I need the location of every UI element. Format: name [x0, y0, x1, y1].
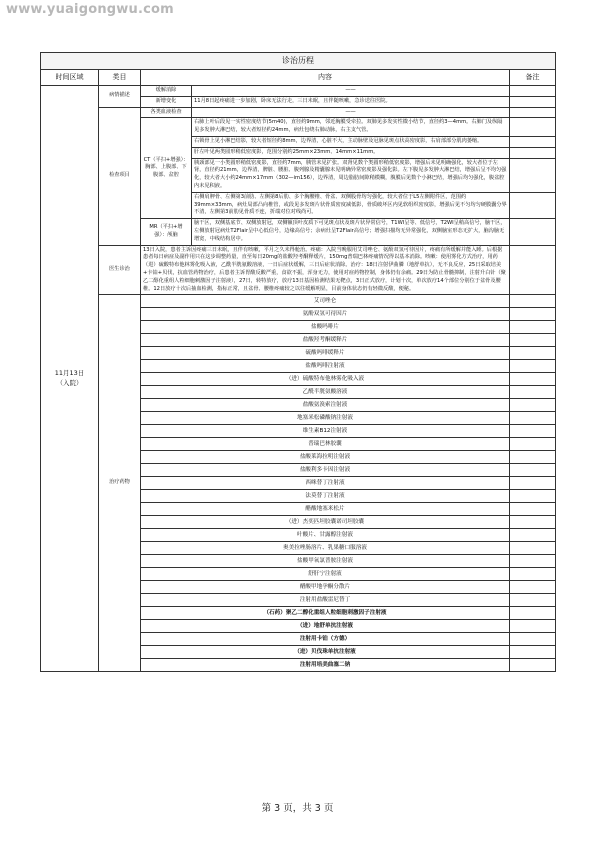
remark-cell	[510, 399, 556, 412]
new-change-text: 11月8日起疼痛进一步加剧，卧床无法行走，三日未眠，且伴随咳嗽，急诊送往医院。	[192, 96, 510, 107]
remark-cell	[510, 529, 556, 542]
ct-paragraph: 右锁骨上见小淋巴结影，较大者短径约8mm，边界清，心脏不大，主动脉壁及冠脉见斑点状高密度影，右肩部部分肌肉萎缩。	[192, 136, 510, 147]
time-period-cell	[41, 86, 99, 672]
remark-cell	[510, 633, 556, 646]
remark-cell	[510, 464, 556, 477]
remark-cell	[510, 158, 556, 192]
sub-mr: MR（平扫+增强）：颅脑	[141, 219, 192, 245]
drug-name: （进）杰奕匹坦胶囊诺司坦胶囊	[141, 516, 510, 529]
drug-name: 维生素B12注射液	[141, 425, 510, 438]
remark-cell	[510, 646, 556, 659]
remark-cell	[510, 360, 556, 373]
drug-name: 普瑞巴林胶囊	[141, 438, 510, 451]
table-row	[41, 86, 556, 97]
remark-cell	[510, 308, 556, 321]
drug-name: 西咪替丁注射液	[141, 477, 510, 490]
remark-cell	[510, 542, 556, 555]
remark-cell	[510, 425, 556, 438]
remark-cell	[510, 136, 556, 147]
drug-name: （石药）聚乙二醇化重组人粒细胞刺激因子注射液	[141, 607, 510, 620]
sub-relief: 缓解消除	[141, 86, 192, 97]
ct-paragraph: 肝左叶见两类圆形稍低密度影，范围分别约25mm×23mm、14mm×11mm。	[192, 147, 510, 158]
drug-name: （进）地舒单抗注射液	[141, 620, 510, 633]
remark-cell	[510, 412, 556, 425]
ct-paragraph: 胰颈部见一小类圆形稍低密度影，直径约7mm，胰管未见扩张。双肾见数个类圆形稍低密度影，增强后未见明确强化，较大者位于左肾，直径约21mm，边界清，脾脏、腰脏、腹列腺及精囊腺未见明确异常密度影及强化影。左下腹见多发肿大淋巴结，增强后呈不均匀强化，较大者大小约24mm×17mm（302—im156），边界清，周边脂肪间隙稍模糊，腹膜后见数个小淋巴结，增强后均匀强化，腹盆腔内未见积液。	[192, 158, 510, 192]
remark-cell	[510, 451, 556, 464]
drug-name: 叶酸片、甘露醇注射液	[141, 529, 510, 542]
table-row	[41, 245, 556, 295]
remark-cell	[510, 568, 556, 581]
category-drugs: 治疗药物	[99, 295, 141, 672]
drug-name: 盐酸吗啡片	[141, 321, 510, 334]
remark-cell	[510, 594, 556, 607]
header-time: 时间区域	[41, 70, 99, 86]
drug-name: （进）贝伐珠单抗注射液	[141, 646, 510, 659]
remark-cell	[510, 118, 556, 137]
header-category: 类目	[99, 70, 141, 86]
remark-cell	[510, 386, 556, 399]
page-footer: 第 3 页，共 3 页	[261, 803, 334, 814]
status-label: （入院）	[56, 378, 83, 387]
remark-cell	[510, 659, 556, 672]
remark-cell	[510, 245, 556, 295]
remark-cell	[510, 490, 556, 503]
doctor-text: 13日入院，患者主诉因疼痛三日未眠，且伴有咳嗽，平月之久未得舱治。疼痛：入院当晚服用艾司唑仑、氨酚双氢可待因片，疼痛有所缓解并能入睡。后根据患者每日病症及副作用只在这步调整药量，直至每日20mg的盐酸羟考酮释缓片，150mg普瑞巴林疼痛情况得以基本消除。咳嗽：使用雾化方式治疗，用药（进）硫酸特布他林雾化吸入液，乙酰半胱氨酸溶液，一日后症状缓解，三日后症状消除。治疗：18日注射伊曲膦（地舒单抗），无不良反应，25日采取培美+卡铂+贝伐，抗血管药物治疗，后患者主诉胃酸反酸严重，食欲不振，浑身无力，使用对症药物控制，身体仍有余痛。29日为防止骨髓抑制，注射升白针（聚乙二醇化重组人粒细胞刺激因子注射液），27日，转特放疗，放疗13日基因检测结果无靶点，3日正式放疗，计划十次，单次放疗14个部位分别位于盆骨及腰椎。12日放疗十次后抽血检测，指标正常，且盆骨、腰椎疼痛较之以往缓解明显，目前身体状态仍有轻微反酸，便秘。	[141, 245, 510, 295]
drug-name: 盐酸羟考酮缓释片	[141, 334, 510, 347]
remark-cell	[510, 555, 556, 568]
drug-name: 法莫替丁注射液	[141, 490, 510, 503]
table-title: 诊治历程	[41, 53, 556, 70]
remark-cell	[510, 192, 556, 218]
drug-name: 注射用盐酸雷尼替丁	[141, 594, 510, 607]
remark-cell	[510, 107, 556, 118]
sub-ct: CT（平扫+增强）：胸部、上腹部、下腹部、盆腔	[141, 118, 192, 219]
category-exam: 检查项目	[99, 107, 141, 245]
header-content: 内容	[141, 70, 510, 86]
treatment-history-table	[40, 52, 556, 672]
sub-new-change: 新增变化	[141, 96, 192, 107]
remark-cell	[510, 86, 556, 97]
remark-cell	[510, 96, 556, 107]
date-label: 11月13日	[54, 368, 85, 377]
drug-name: 乙酰半胱氨酸溶液	[141, 386, 510, 399]
table-row	[41, 107, 556, 118]
remark-cell	[510, 607, 556, 620]
remark-cell	[510, 477, 556, 490]
drug-name: 盐酸氨溴索注射液	[141, 399, 510, 412]
ct-paragraph: 右侧肩胛骨、左侧第3前肋、左侧第8后肋、多个胸腰椎、骨盆、双侧股骨均匀强化，较大者位于L5左侧附件区，范围约39mm×33mm，病灶局部凸向椎管，或段见多发斑片状骨质密度减低影，骨质破坏区内见软组织密度影，增强后见不匀均匀硬膜囊分界不清，左侧第3前肋见骨质不连，折端对位对线尚可。	[192, 192, 510, 218]
sub-blood-test: 各类血液检查	[141, 107, 192, 118]
remark-cell	[510, 321, 556, 334]
remark-cell	[510, 295, 556, 308]
remark-cell	[510, 219, 556, 245]
drug-name: 盐酸莱海拉明注射液	[141, 451, 510, 464]
remark-cell	[510, 347, 556, 360]
drug-name: 盐酸利多卡因注射液	[141, 464, 510, 477]
remark-cell	[510, 334, 556, 347]
drug-name: 氨酚双氢可待因片	[141, 308, 510, 321]
remark-cell	[510, 373, 556, 386]
drug-name: 盐酸甲氧氯普胺注射液	[141, 555, 510, 568]
header-remark: 备注	[510, 70, 556, 86]
remark-cell	[510, 581, 556, 594]
drug-name: 醋酸甲地孕酮分散片	[141, 581, 510, 594]
drug-name: 注射用培美曲塞二钠	[141, 659, 510, 672]
drug-name: 奥美拉唑肠溶片、乳果糖口服溶液	[141, 542, 510, 555]
relief-text: ——	[192, 86, 510, 97]
remark-cell	[510, 503, 556, 516]
remark-cell	[510, 516, 556, 529]
drug-name: 地塞米松磷酸钠注射液	[141, 412, 510, 425]
category-doctor: 医生诊治	[99, 245, 141, 295]
drug-name: 醋酸地塞米松片	[141, 503, 510, 516]
blood-test-text: ——	[192, 107, 510, 118]
drug-name: 硫酸吗啡缓释片	[141, 347, 510, 360]
drug-name: 盐酸吗啡注射液	[141, 360, 510, 373]
drug-name: 舒肝宁注射液	[141, 568, 510, 581]
drug-row	[41, 295, 556, 308]
drug-name: 艾司唑仑	[141, 295, 510, 308]
remark-cell	[510, 147, 556, 158]
watermark-text: www.yuaigongwu.com	[6, 2, 174, 17]
remark-cell	[510, 620, 556, 633]
drug-name: （进）硫酸特布他林雾化吸入液	[141, 373, 510, 386]
ct-paragraph: 右肺上叶后段见一实性密度结节(5m40)，直径约9mm，邻近胸膜受牵拉。双肺见多发实性微小结节，直径约3—4mm。右肺门及纵隔见多发肿大淋巴结，较大者短径约24mm，病灶包绕右肺动脉，右主支气管。	[192, 118, 510, 137]
mr-text: 脑干区，双侧基底节、双侧放射冠，双侧额顶叶皮质下可见斑点状及斑片状异常信号，T1WI呈等、低信号，T2WI呈稍高信号，脑干区，左侧放射冠病灶T2Flair呈中心低信号，边缘高信号；余病灶呈T2Flair高信号；增强扫描均无异常强化，双侧脑室形态无扩大，脑沟脑无增宽，中线结构居中。	[192, 219, 510, 245]
drug-name: 注射用卡铂（方德）	[141, 633, 510, 646]
remark-cell	[510, 438, 556, 451]
category-disease-desc: 病情描述	[99, 86, 141, 108]
